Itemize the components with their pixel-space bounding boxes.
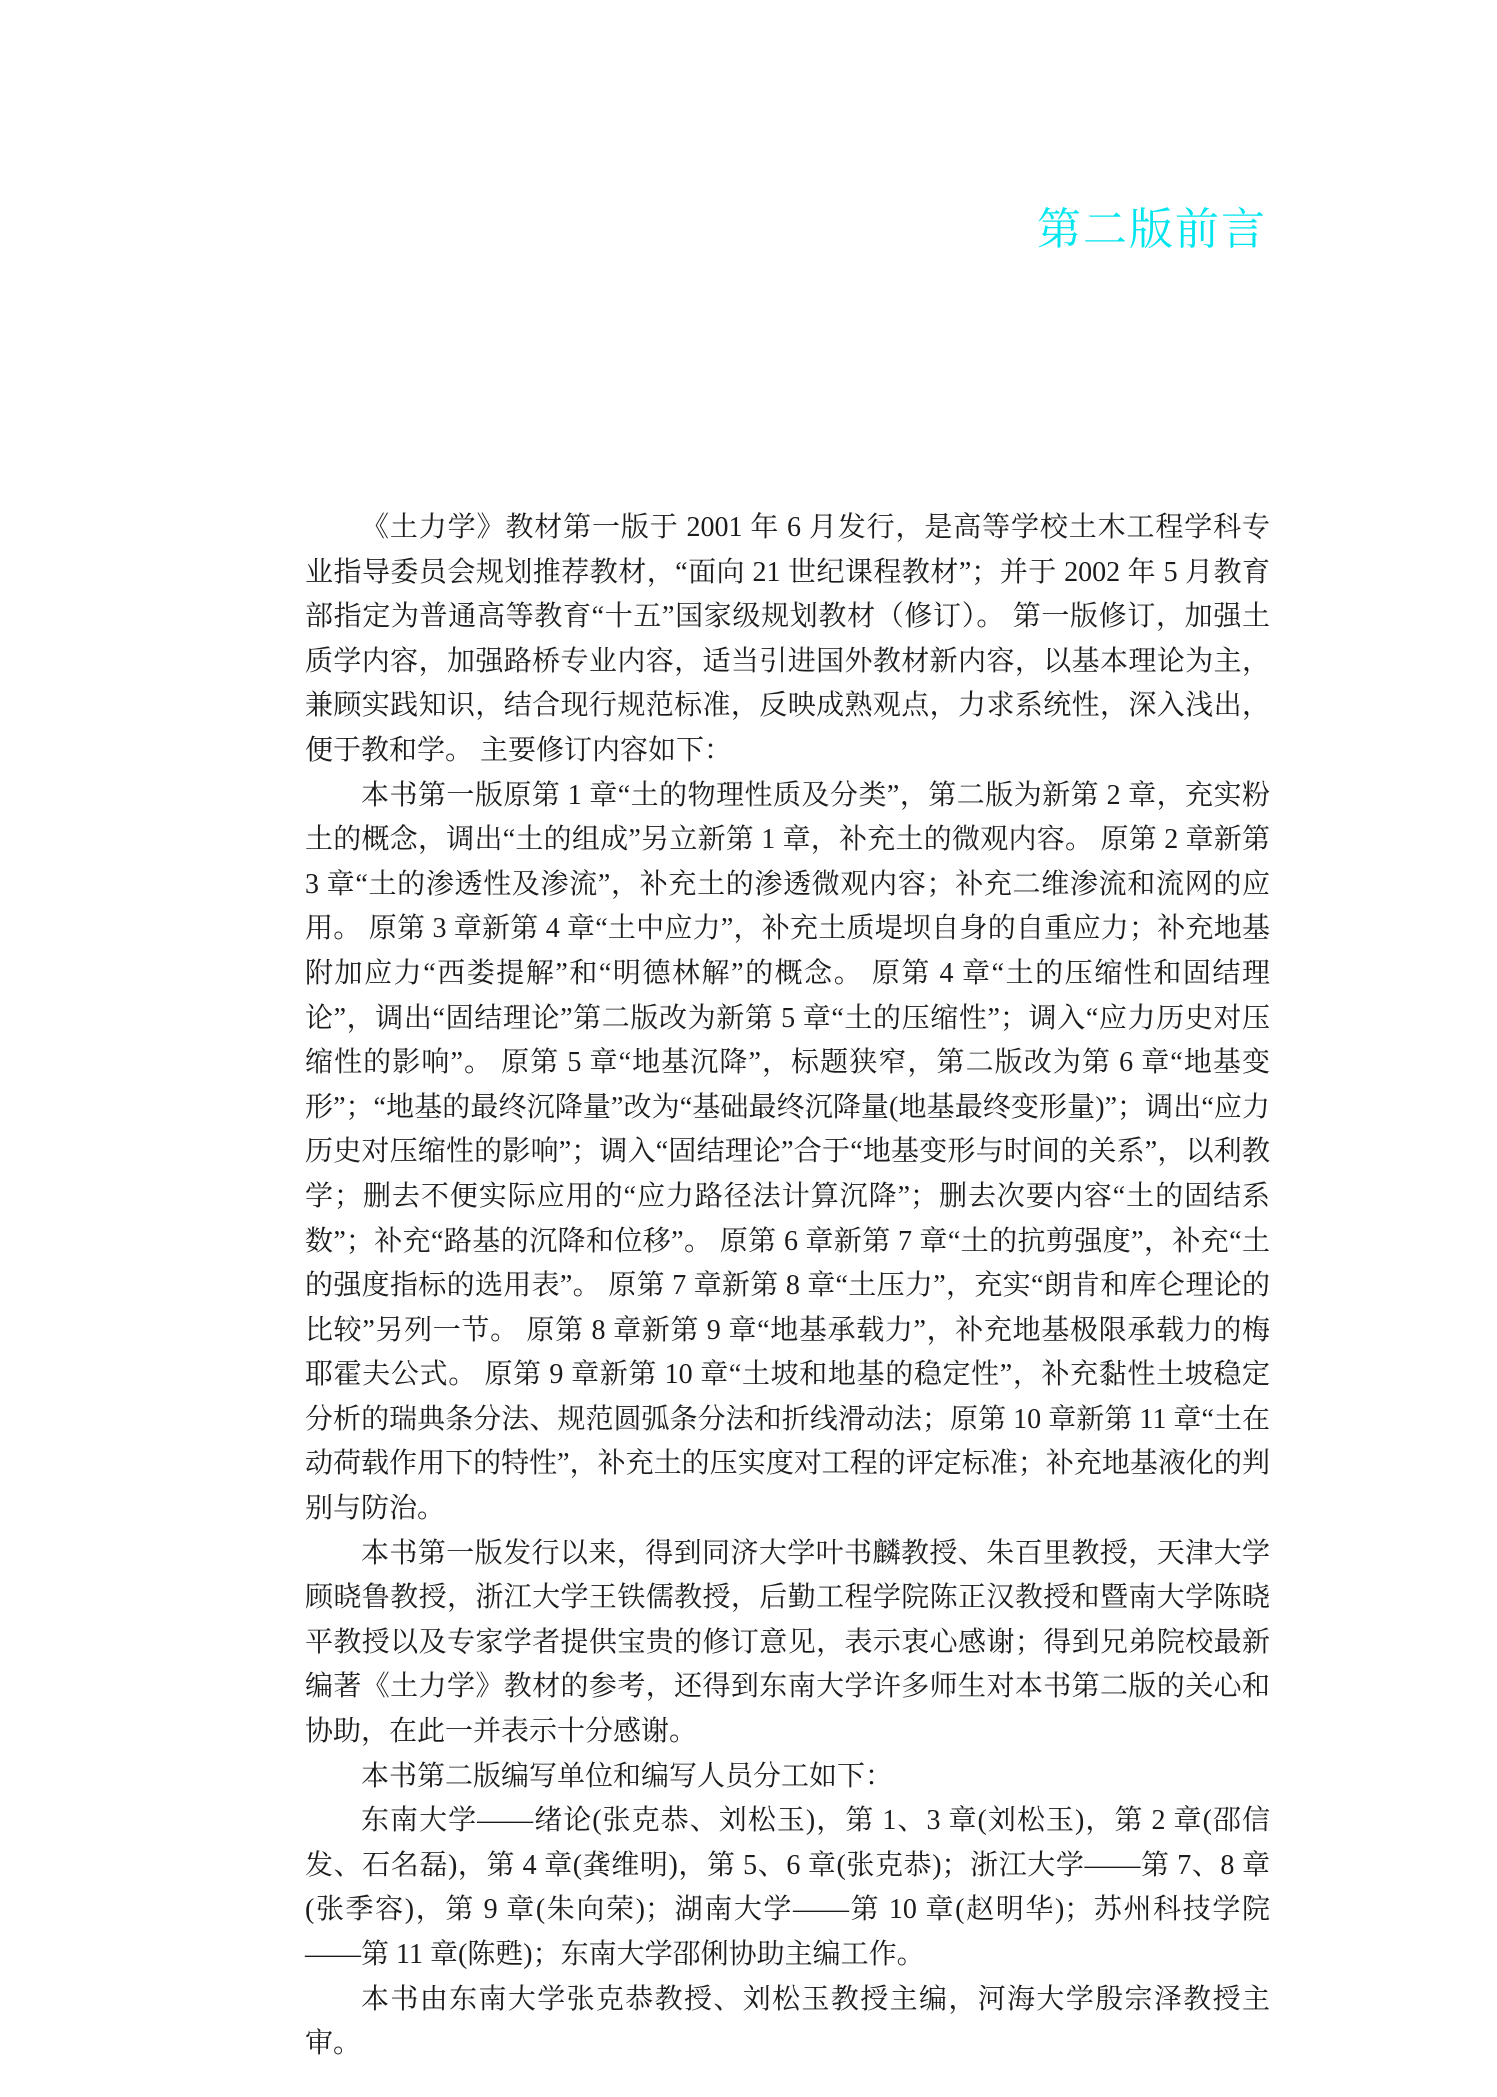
paragraph: 东南大学——绪论(张克恭、刘松玉)，第 1、3 章(刘松玉)，第 2 章(邵信发、石名磊)，第 4 章(龚维明)，第 5、6 章(张克恭)；浙江大学——第 7、8 章(张季容)，第 9 章(朱向荣)；湖南大学——第 10 章(赵明华)；苏州科技学院——第 11 章(陈甦)；东南大学邵俐协助主编工作。 <box>305 1805 1270 1970</box>
page-title: 第二版前言 <box>1037 205 1267 254</box>
paragraph: 本书由东南大学张克恭教授、刘松玉教授主编，河海大学殷宗泽教授主审。 <box>305 1983 1270 2060</box>
document-body <box>305 506 1270 2067</box>
paragraph: 本书第二版编写单位和编写人员分工如下： <box>361 1760 894 1792</box>
paragraph: 《土力学》教材第一版于 2001 年 6 月发行，是高等学校土木工程学科专业指导委员会规划推荐教材，“面向 21 世纪课程教材”；并于 2002 年 5 月教育部指定为普通高等教育“十五”国家级规划教材（修订）。 第一版修订，加强土质学内容，加强路桥专业内容，适当引进国外教材新内容，以基本理论为主，兼顾实践知识，结合现行规范标准，反映成熟观点，力求系统性，深入浅出，便于教和学。 主要修订内容如下： <box>305 512 1270 766</box>
paragraph: 本书第一版发行以来，得到同济大学叶书麟教授、朱百里教授，天津大学顾晓鲁教授，浙江大学王铁儒教授，后勤工程学院陈正汉教授和暨南大学陈晓平教授以及专家学者提供宝贵的修订意见，表示衷心感谢；得到兄弟院校最新编著《土力学》教材的参考，还得到东南大学许多师生对本书第二版的关心和协助，在此一并表示十分感谢。 <box>305 1537 1270 1748</box>
paragraph: 本书第一版原第 1 章“土的物理性质及分类”，第二版为新第 2 章，充实粉土的概念，调出“土的组成”另立新第 1 章，补充土的微观内容。 原第 2 章新第 3 章“土的渗透性及渗流”，补充土的渗透微观内容；补充二维渗流和流网的应用。 原第 3 章新第 4 章“土中应力”，补充土质堤坝自身的自重应力；补充地基附加应力“西娄提解”和“明德林解”的概念。 原第 4 章“土的压缩性和固结理论”，调出“固结理论”第二版改为新第 5 章“土的压缩性”；调入“应力历史对压缩性的影响”。 原第 5 章“地基沉降”，标题狭窄，第二版改为第 6 章“地基变形”；“地基的最终沉降量”改为“基础最终沉降量(地基最终变形量)”；调出“应力历史对压缩性的影响”；调入“固结理论”合于“地基变形与时间的关系”，以利教学；删去不便实际应用的“应力路径法计算沉降”；删去次要内容“土的固结系数”；补充“路基的沉降和位移”。 原第 6 章新第 7 章“土的抗剪强度”，补充“土的强度指标的选用表”。 原第 7 章新第 8 章“土压力”，充实“朗肯和库仑理论的比较”另列一节。 原第 8 章新第 9 章“地基承载力”，补充地基极限承载力的梅耶霍夫公式。 原第 9 章新第 10 章“土坡和地基的稳定性”，补充黏性土坡稳定分析的瑞典条分法、规范圆弧条分法和折线滑动法；原第 10 章新第 11 章“土在动荷载作用下的特性”，补充土的压实度对工程的评定标准；补充地基液化的判别与防治。 <box>305 779 1270 1525</box>
